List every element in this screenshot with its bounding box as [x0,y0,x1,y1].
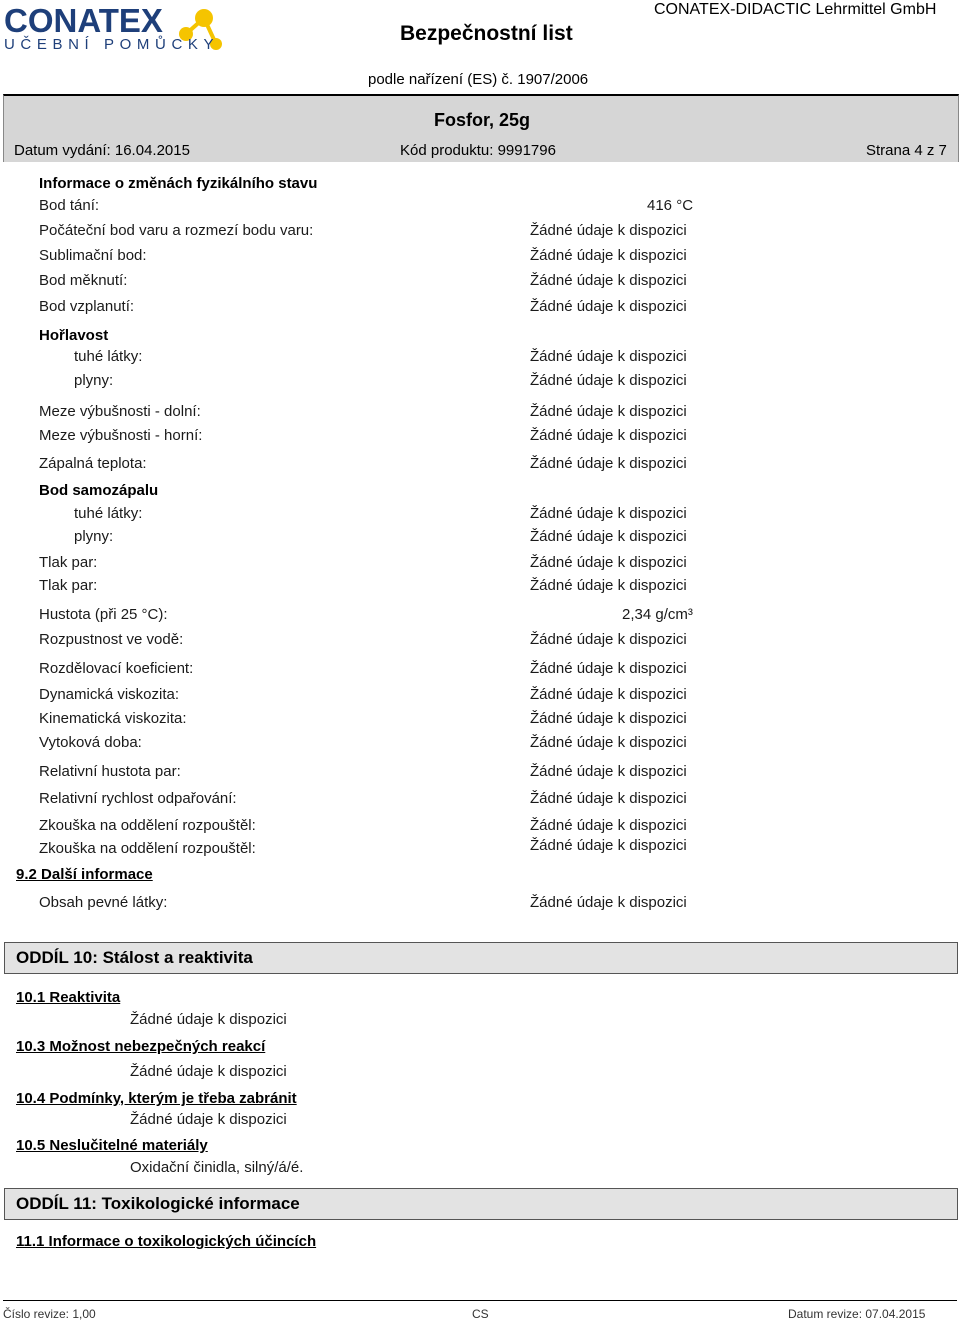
property-value: Žádné údaje k dispozici [530,247,687,264]
property-label: Dynamická viskozita: [39,686,180,703]
property-label: Kinematická viskozita: [39,710,187,727]
property-value: Žádné údaje k dispozici [530,837,687,854]
revision-number: Číslo revize: 1,00 [3,1307,96,1321]
page-number: Strana 4 z 7 [866,142,947,159]
subsection-heading: 10.3 Možnost nebezpečných reakcí [16,1038,266,1055]
product-name: Fosfor, 25g [434,110,531,130]
property-label: Bod měknutí: [39,272,128,289]
logo-subtitle: UČEBNÍ POMŮCKY [4,36,220,53]
property-value: Žádné údaje k dispozici [530,455,687,472]
properties-heading: Informace o změnách fyzikálního stavu [39,175,318,192]
property-value: Žádné údaje k dispozici [530,577,687,594]
property-value: Žádné údaje k dispozici [530,528,687,545]
property-value: Žádné údaje k dispozici [530,660,687,677]
property-label: Tlak par: [39,577,98,594]
property-value: Žádné údaje k dispozici [530,817,687,834]
subsection-heading-9-2: 9.2 Další informace [16,866,153,883]
property-label: Bod tání: [39,197,100,214]
property-label: Zkouška na oddělení rozpouštěl: [39,817,256,834]
property-value: Žádné údaje k dispozici [530,372,687,389]
property-value: Žádné údaje k dispozici [530,734,687,751]
property-label: tuhé látky: [74,348,143,365]
issue-date: Datum vydání: 16.04.2015 [14,142,190,159]
property-label: plyny: [74,372,114,389]
property-value: Žádné údaje k dispozici [530,686,687,703]
property-label: Vytoková doba: [39,734,142,751]
property-value: Žádné údaje k dispozici [530,298,687,315]
property-label: Sublimační bod: [39,247,147,264]
property-label: Tlak par: [39,554,98,571]
subsection-text: Žádné údaje k dispozici [130,1011,287,1028]
property-value: Žádné údaje k dispozici [530,763,687,780]
property-value: Žádné údaje k dispozici [530,505,687,522]
property-value: Žádné údaje k dispozici [530,790,687,807]
product-code: Kód produktu: 9991796 [400,142,556,159]
language-code: CS [472,1307,489,1321]
subsection-text: Oxidační činidla, silný/á/é. [130,1159,304,1176]
property-label: plyny: [74,528,114,545]
property-label: Relativní hustota par: [39,763,181,780]
property-value: Žádné údaje k dispozici [530,348,687,365]
subsection-heading: 10.1 Reaktivita [16,989,121,1006]
property-label: Rozpustnost ve vodě: [39,631,184,648]
property-value: 2,34 g/cm³ [622,606,693,623]
property-label: Bod vzplanutí: [39,298,135,315]
property-value: 416 °C [647,197,694,214]
property-value: Žádné údaje k dispozici [530,403,687,420]
subsection-heading: 10.4 Podmínky, kterým je třeba zabránit [16,1090,297,1107]
property-label: Relativní rychlost odpařování: [39,790,237,807]
subsection-text: Žádné údaje k dispozici [130,1063,287,1080]
property-group-heading: Bod samozápalu [39,482,159,499]
revision-date: Datum revize: 07.04.2015 [788,1307,926,1321]
property-label: Počáteční bod varu a rozmezí bodu varu: [39,222,314,239]
section-header-11 [4,1188,958,1220]
company-name: CONATEX-DIDACTIC Lehrmittel GmbH [654,1,937,18]
property-value: Žádné údaje k dispozici [530,222,687,239]
subsection-heading: 10.5 Neslučitelné materiály [16,1137,208,1154]
subsection-text: Žádné údaje k dispozici [130,1111,287,1128]
document-title: Bezpečnostní list [400,22,573,45]
section-title: ODDÍL 11: Toxikologické informace [16,1194,300,1213]
footer-divider [3,1300,957,1301]
property-value: Žádné údaje k dispozici [530,427,687,444]
property-value: Žádné údaje k dispozici [530,554,687,571]
section-title: ODDÍL 10: Stálost a reaktivita [16,948,253,967]
property-group-heading: Hořlavost [39,327,109,344]
property-label: Obsah pevné látky: [39,894,168,911]
property-value: Žádné údaje k dispozici [530,710,687,727]
property-value: Žádné údaje k dispozici [530,272,687,289]
section-header-10 [4,942,958,974]
property-label: tuhé látky: [74,505,143,522]
logo-wordmark: CONATEX [4,2,163,39]
subsection-heading: 11.1 Informace o toxikologických účincích [16,1233,317,1250]
property-label: Zkouška na oddělení rozpouštěl: [39,840,256,857]
property-label: Rozdělovací koeficient: [39,660,194,677]
property-value: Žádné údaje k dispozici [530,631,687,648]
property-label: Hustota (při 25 °C): [39,606,168,623]
property-label: Meze výbušnosti - dolní: [39,403,201,420]
property-label: Zápalná teplota: [39,455,147,472]
property-value: Žádné údaje k dispozici [530,894,687,911]
regulation-note: podle nařízení (ES) č. 1907/2006 [368,71,589,88]
property-label: Meze výbušnosti - horní: [39,427,203,444]
